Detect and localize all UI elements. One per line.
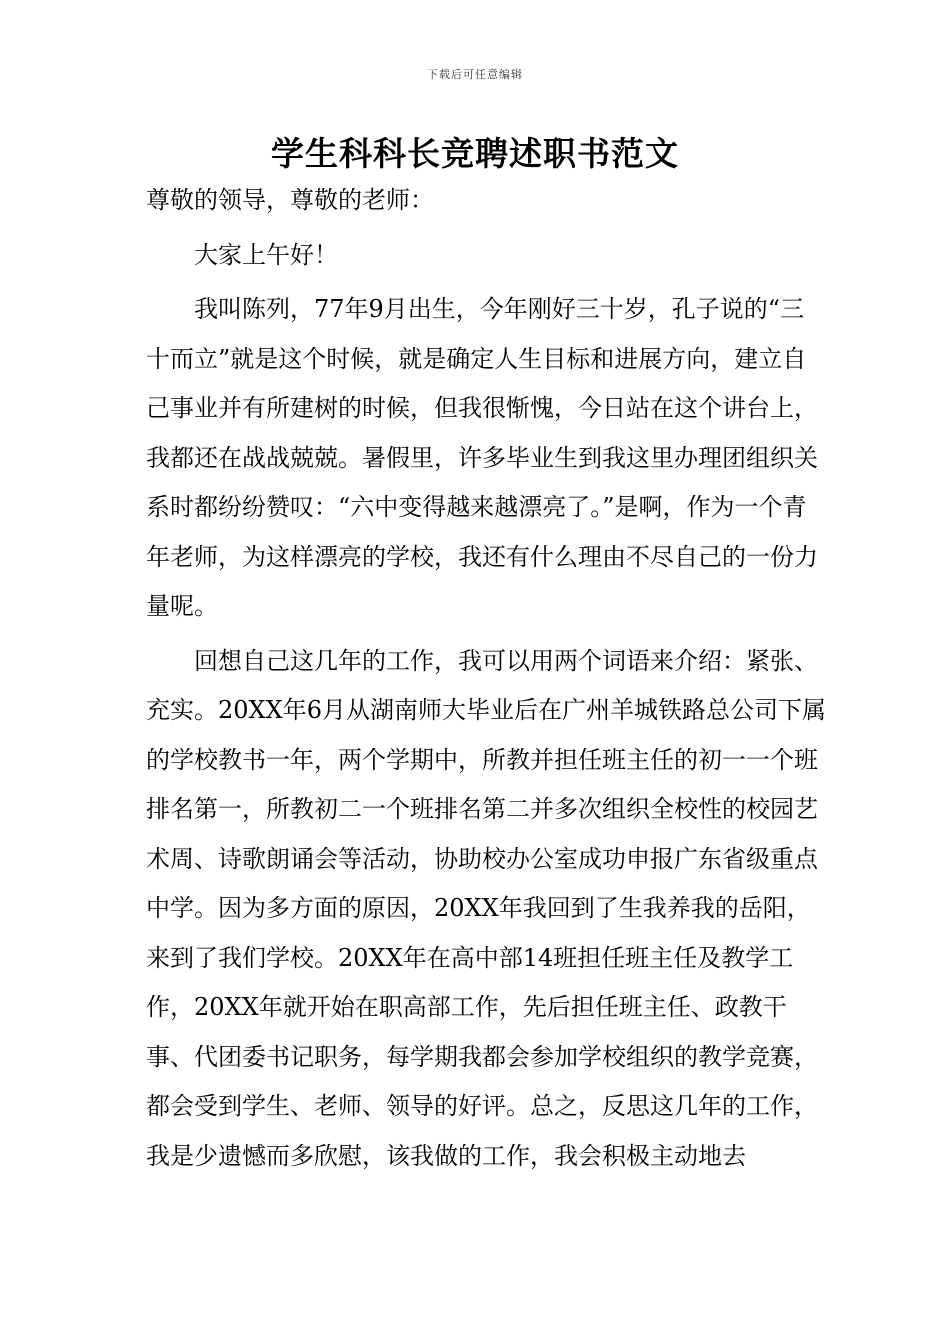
header-note: 下载后可任意编辑 [427,68,523,81]
document-title: 学生科科长竞聘述职书范文 [271,134,679,173]
document-body [146,176,826,1181]
salutation: 尊敬的领导，尊敬的老师： [146,186,434,214]
paragraph-introduction: 我叫陈列，77年9月出生，今年刚好三十岁，孔子说的“三十而立”就是这个时候，就是确定人生目标和进展方向，建立自己事业并有所建树的时候，但我很惭愧，今日站在这个讲台上，我都还在战战兢兢。暑假里，许多毕业生到我这里办理团组织关系时都纷纷赞叹：“六中变得越来越漂亮了。”是啊，作为一个青年老师，为这样漂亮的学校，我还有什么理由不尽自己的一份力量呢。 [146,295,818,620]
paragraph-greeting: 大家上午好！ [194,240,338,269]
paragraph-work-review: 回想自己这几年的工作，我可以用两个词语来介绍：紧张、充实。20XX年6月从湖南师大毕业后在广州羊城铁路总公司下属的学校教书一年，两个学期中，所教并担任班主任的初一一个班排名第一，所教初二一个班排名第二并多次组织全校性的校园艺术周、诗歌朗诵会等活动，协助校办公室成功申报广东省级重点中学。因为多方面的原因，20XX年我回到了生我养我的岳阳，来到了我们学校。20XX年在高中部14班担任班主任及教学工作，20XX年就开始在职高部工作，先后担任班主任、政教干事、代团委书记职务，每学期我都会参加学校组织的教学竞赛，都会受到学生、老师、领导的好评。总之，反思这几年的工作，我是少遗憾而多欣慰，该我做的工作，我会积极主动地去 [146,646,826,1170]
